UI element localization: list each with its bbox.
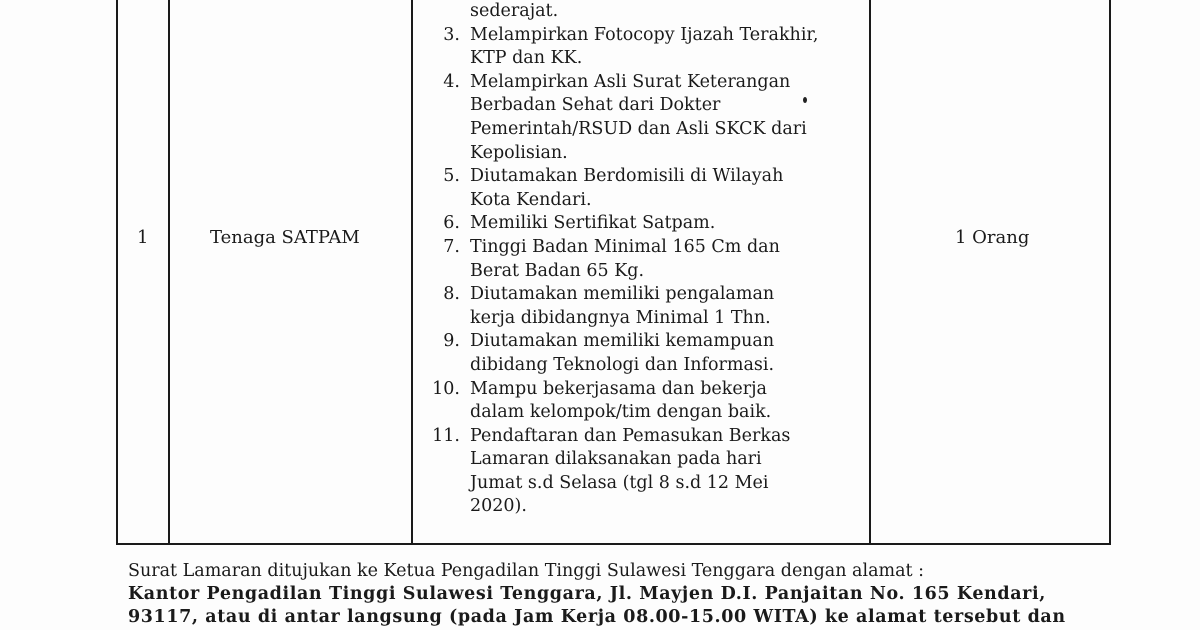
requirement-line [430, 71, 860, 95]
requirement-text: Lamaran dilaksanakan pada hari [470, 449, 762, 470]
requirement-text: Kepolisian. [470, 142, 568, 163]
requirement-line [430, 378, 860, 402]
requirement-text: Berbadan Sehat dari Dokter [470, 95, 721, 116]
requirement-text: Mampu bekerjasama dan bekerja [470, 378, 767, 399]
requirement-line [430, 401, 860, 425]
requirement-line [430, 448, 860, 472]
scan-speck [803, 97, 807, 103]
requirement-line [430, 165, 860, 189]
footer-address-line: Kantor Pengadilan Tinggi Sulawesi Tenggara, Jl. Mayjen D.I. Panjaitan No. 165 Kendari, [128, 584, 1046, 604]
requirement-line [430, 283, 860, 307]
requirement-line [430, 212, 860, 236]
requirement-number: 3. [443, 24, 460, 45]
requirement-text: kerja dibidangnya Minimal 1 Thn. [470, 307, 771, 328]
requirement-text: dalam kelompok/tim dengan baik. [470, 402, 772, 423]
requirement-line [430, 236, 860, 260]
requirement-text: Berat Badan 65 Kg. [470, 260, 645, 281]
requirement-line [430, 495, 860, 519]
requirement-line [430, 472, 860, 496]
requirement-line [430, 307, 860, 331]
requirement-text: Pendaftaran dan Pemasukan Berkas [470, 425, 791, 446]
requirement-text: 2020). [470, 496, 527, 517]
requirements-list [430, 0, 860, 519]
requirement-number: 6. [443, 213, 460, 234]
table-divider-number [168, 0, 170, 545]
table-border-right [1109, 0, 1111, 545]
requirement-text: Pemerintah/RSUD dan Asli SKCK dari [470, 118, 807, 139]
requirement-line [430, 0, 860, 24]
requirement-line [430, 94, 860, 118]
requirement-number: 11. [432, 425, 460, 446]
table-divider-position [411, 0, 413, 545]
requirement-text: dibidang Teknologi dan Informasi. [470, 354, 775, 375]
requirement-line [430, 142, 860, 166]
requirement-line [430, 354, 860, 378]
requirement-text: Memiliki Sertifikat Satpam. [470, 213, 716, 234]
requirement-number: 5. [443, 166, 460, 187]
requirement-line [430, 330, 860, 354]
requirement-line [430, 425, 860, 449]
requirement-text: Diutamakan Berdomisili di Wilayah [470, 166, 784, 187]
row-number: 1 [137, 227, 149, 248]
requirement-text: Melampirkan Fotocopy Ijazah Terakhir, [470, 24, 819, 45]
requirement-line [430, 189, 860, 213]
requirement-text: Jumat s.d Selasa (tgl 8 s.d 12 Mei [470, 472, 769, 493]
requirement-text: sederajat. [470, 1, 559, 21]
row-count: 1 Orang [955, 227, 1030, 248]
requirement-text: Diutamakan memiliki pengalaman [470, 284, 775, 305]
requirement-text: Kota Kendari. [470, 189, 592, 210]
requirement-text: KTP dan KK. [470, 48, 583, 69]
row-position: Tenaga SATPAM [210, 227, 360, 248]
requirement-text: Tinggi Badan Minimal 165 Cm dan [470, 236, 780, 257]
footer-line-1: Surat Lamaran ditujukan ke Ketua Pengadilan Tinggi Sulawesi Tenggara dengan alamat : [128, 561, 925, 581]
requirement-line [430, 47, 860, 71]
requirement-number: 9. [443, 331, 460, 352]
requirement-number: 10. [432, 378, 460, 399]
table-divider-requirements [869, 0, 871, 545]
requirement-text: Melampirkan Asli Surat Keterangan [470, 71, 791, 92]
requirement-line [430, 260, 860, 284]
footer-delivery-line: 93117, atau di antar langsung (pada Jam Kerja 08.00-15.00 WITA) ke alamat tersebut dan [128, 607, 1066, 627]
requirement-text: Diutamakan memiliki kemampuan [470, 331, 775, 352]
table-border-bottom [116, 543, 1111, 545]
requirement-number: 4. [443, 71, 460, 92]
requirement-number: 7. [443, 236, 460, 257]
requirement-line [430, 118, 860, 142]
requirement-line [430, 24, 860, 48]
table-border-left [116, 0, 118, 545]
requirement-number: 8. [443, 284, 460, 305]
